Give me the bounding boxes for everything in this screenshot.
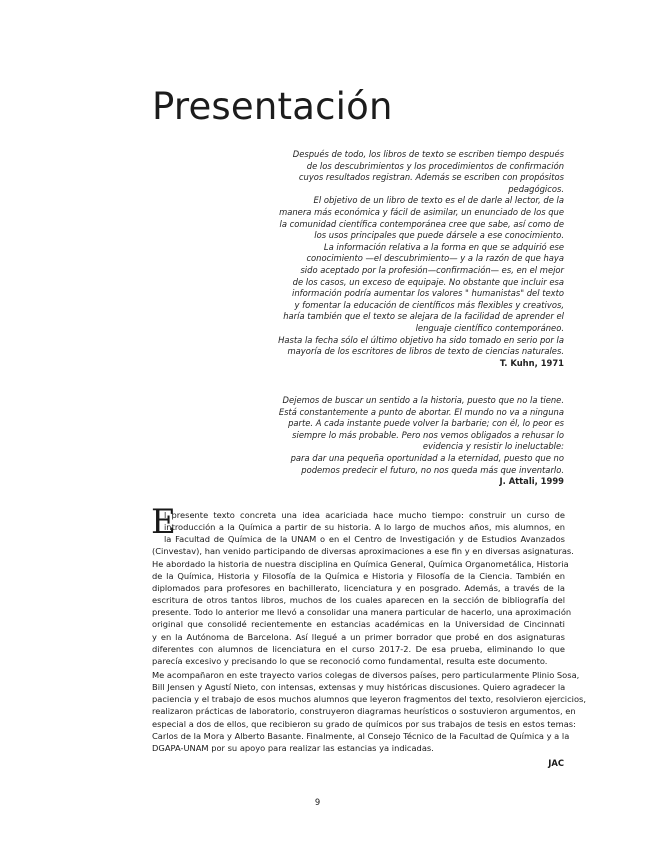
epigraph-line: parte. A cada instante puede volver la barbarie; con él, lo peor es: [288, 418, 564, 429]
epigraph-line: sido aceptado por la profesión—confirmación— es, en el mejor: [300, 264, 564, 275]
epigraph-line: los usos principales que puede dársele a ese conocimiento.: [314, 230, 564, 241]
paragraph-line: diplomados para profesores en bachillerato, licenciatura y en posgrado. Además, a través de la: [152, 582, 565, 593]
paragraph-line: escritura de otros tantos libros, muchos de los cuales aparecen en la sección de bibliografía del: [152, 595, 565, 606]
paragraph-line: Me acompañaron en este trayecto varios colegas de diversos países, pero particularmente Plinio Sosa,: [152, 670, 580, 680]
epigraph-line: de los casos, un exceso de equipaje. No obstante que incluir esa: [292, 276, 564, 287]
epigraph-line: La información relativa a la forma en que se adquirió ese: [323, 241, 564, 252]
epigraph-line: cuyos resultados registran. Además se escriben con propósitos: [298, 172, 564, 183]
paragraph-introduction: [152, 509, 574, 667]
paragraph-line: y en la Autónoma de Barcelona. Así llegué a un primer borrador que probé en dos asignaturas: [152, 631, 565, 642]
epigraph-line: manera más económica y fácil de asimilar, un enunciado de los que: [279, 206, 564, 217]
epigraph-line: y fomentar la educación de científicos más flexibles y creativos,: [294, 299, 564, 310]
epigraph-attribution: J. Attali, 1999: [499, 476, 564, 487]
epigraph-line: Después de todo, los libros de texto se escriben tiempo después: [292, 149, 564, 159]
paragraph-line: Bill Jensen y Agustí Nieto, con intensas, extensas y muy históricas discusiones. Quiero agradecer la: [152, 682, 566, 693]
epigraph-line: de los descubrimientos y los procedimientos de confirmación: [306, 160, 564, 171]
epigraph-attribution: T. Kuhn, 1971: [499, 357, 564, 368]
paragraph-line: (Cinvestav), han venido participando de diversas aproximaciones a ese fin y en diversas asignaturas.: [152, 546, 574, 557]
paragraph-line: presente. Todo lo anterior me llevó a consolidar una manera particular de hacerlo, una aproximación: [152, 607, 572, 618]
epigraph-line: pedagógicos.: [508, 183, 564, 194]
paragraph-line: paciencia y el trabajo de esos muchos alumnos que leyeron fragmentos del texto, resolvieron ejercicios,: [152, 694, 586, 705]
paragraph-line: introducción a la Química a partir de su historia. A lo largo de muchos años, mis alumnos, en: [164, 522, 565, 533]
paragraph-line: Carlos de la Mora y Alberto Basante. Finalmente, al Consejo Técnico de la Facultad de Química y a la: [152, 730, 570, 741]
epigraph-line: para dar una pequeña oportunidad a la eternidad, puesto que no: [290, 452, 564, 463]
epigraph-line: Hasta la fecha sólo el último objetivo ha sido tomado en serio por la: [278, 334, 564, 345]
epigraph-line: mayoría de los escritores de libros de texto de ciencias naturales.: [287, 346, 564, 357]
epigraph-line: Está constantemente a punto de abortar. El mundo no va a ninguna: [278, 406, 564, 417]
paragraph-acknowledgements: [152, 669, 586, 754]
paragraph-line: DGAPA-UNAM por su apoyo para realizar las estancias ya indicadas.: [152, 742, 434, 753]
epigraph-line: siempre lo más probable. Pero nos vemos obligados a rehusar lo: [292, 429, 564, 440]
author-signature: JAC: [548, 758, 564, 768]
epigraph-line: conocimiento —el descubrimiento— y a la razón de que haya: [306, 253, 564, 264]
page-title: Presentación: [152, 85, 393, 128]
paragraph-line: original que consolidé recientemente en estancias académicas en la Universidad de Cincinnati: [152, 619, 565, 630]
epigraph-kuhn: [264, 149, 564, 369]
epigraph-line: podemos predecir el futuro, no nos queda más que inventarlo.: [301, 464, 564, 475]
paragraph-line: diferentes con alumnos de licenciatura en el curso 2017-2. De esa prueba, eliminando lo que: [152, 643, 565, 654]
epigraph-line: información podría aumentar los valores " humanistas" del texto: [292, 288, 564, 299]
paragraph-line: He abordado la historia de nuestra disciplina en Química General, Química Organometálica, Historia: [152, 558, 569, 569]
drop-cap: E: [151, 502, 176, 542]
paragraph-line: de la Química, Historia y Filosofía de la Química e Historia y Filosofía de la Ciencia. También en: [152, 570, 565, 581]
epigraph-line: evidencia y resistir lo ineluctable:: [422, 441, 564, 452]
epigraph-line: haría también que el texto se alejara de la facilidad de aprender el: [283, 311, 564, 322]
paragraph-line: parecía excesivo y precisando lo que se reconoció como fundamental, resulta este documento.: [152, 655, 548, 666]
epigraph-line: Dejemos de buscar un sentido a la historia, puesto que no la tiene.: [282, 395, 564, 405]
epigraph-line: la comunidad científica contemporánea cree que sabe, así como de: [279, 218, 564, 229]
paragraph-line: especial a dos de ellos, que recibieron su grado de químicos por sus trabajos de tesis en estos temas:: [152, 718, 576, 729]
page-number: 9: [314, 797, 321, 807]
epigraph-attali: [264, 395, 564, 488]
paragraph-line: la Facultad de Química de la UNAM o en el Centro de Investigación y de Estudios Avanzados: [164, 534, 565, 545]
paragraph-line: realizaron prácticas de laboratorio, construyeron diagramas heurísticos o sostuvieron argumentos, en: [152, 706, 576, 717]
epigraph-line: lenguaje científico contemporáneo.: [415, 322, 564, 333]
paragraph-line: l presente texto concreta una idea acariciada hace mucho tiempo: construir un curso de: [164, 510, 565, 520]
epigraph-line: El objetivo de un libro de texto es el de darle al lector, de la: [313, 195, 564, 206]
